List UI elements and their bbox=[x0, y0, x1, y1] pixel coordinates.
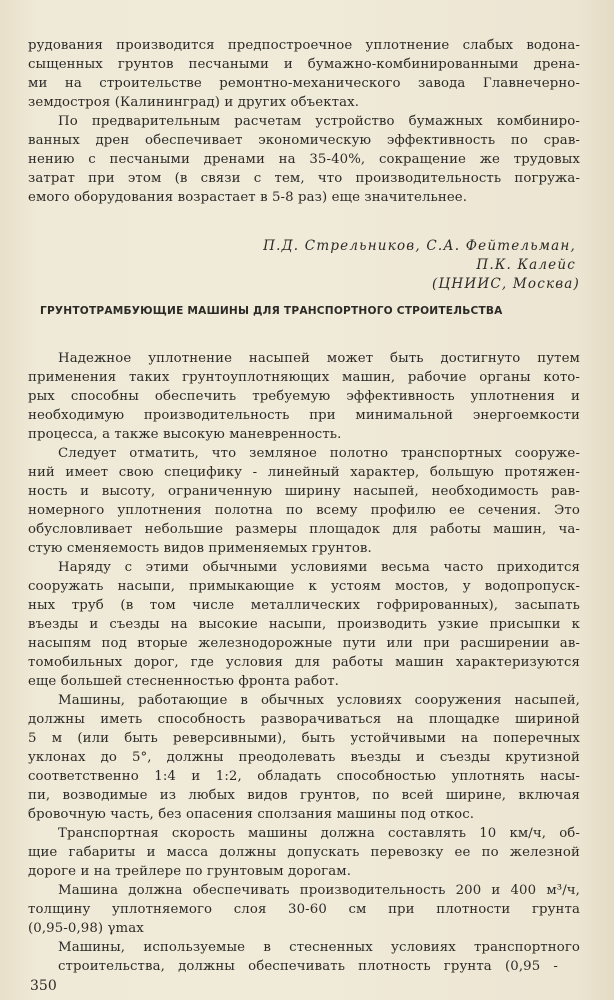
text-line: Следует отматить, что земляное полотно транспортных сооруже- bbox=[58, 446, 580, 461]
text-line: рых способны обеспечить требуемую эффективность уплотнения и bbox=[28, 389, 580, 404]
text-line: въезды и съезды на высокие насыпи, производить узкие присыпки к bbox=[28, 617, 580, 632]
text-line: Машины, работающие в обычных условиях сооружения насыпей, bbox=[58, 693, 580, 708]
text-line: процесса, а также высокую маневренность. bbox=[28, 427, 342, 442]
text-line: строительства, должны обеспечивать плотность грунта (0,95 - bbox=[58, 959, 558, 974]
page-number: 350 bbox=[30, 978, 57, 994]
text-line: щие габариты и масса должны допускать перевозку ее по железной bbox=[28, 845, 580, 860]
text-line: стую сменяемость видов применяемых грунтов. bbox=[28, 541, 372, 556]
text-line: По предварительным расчетам устройство бумажных комбиниро- bbox=[58, 114, 580, 129]
text-line: ванных дрен обеспечивает экономическую эффективность по срав- bbox=[28, 133, 580, 148]
text-line: применения таких грунтоуплотняющих машин, рабочие органы кото- bbox=[28, 370, 580, 385]
text-line: номерного уплотнения полотна по всему профилю ее сечения. Это bbox=[28, 503, 580, 518]
author-line: П.К. Калейс bbox=[476, 257, 576, 273]
text-line: толщину уплотняемого слоя 30-60 см при плотности грунта bbox=[28, 902, 580, 917]
text-line: соответственно 1:4 и 1:2, обладать способностью уплотнять насы- bbox=[28, 769, 580, 784]
text-line: 5 м (или быть реверсивными), быть устойчивыми на поперечных bbox=[28, 731, 580, 746]
text-line: ных труб (в том числе металлических гофрированных), засыпать bbox=[28, 598, 580, 613]
author-line: П.Д. Стрельников, С.А. Фейтельман, bbox=[263, 238, 576, 254]
text-line: емого оборудования возрастает в 5-8 раз) еще значительнее. bbox=[28, 190, 468, 205]
affiliation: (ЦНИИС, Москва) bbox=[431, 276, 580, 292]
text-line: сыщенных грунтов песчаными и бумажно-комбинированными дрена- bbox=[28, 57, 580, 72]
text-line: еще большей стесненностью фронта работ. bbox=[28, 674, 340, 689]
text-line: насыпям под вторые железнодорожные пути или при расширении ав- bbox=[28, 636, 580, 651]
text-line: ность и высоту, ограниченную ширину насыпей, необходимость рав- bbox=[28, 484, 580, 499]
text-line: (0,95-0,98) γmax bbox=[28, 921, 144, 936]
text-line: пи, возводимые из любых видов грунтов, по всей ширине, включая bbox=[28, 788, 580, 803]
text-line: земдостроя (Калининград) и других объектах. bbox=[28, 95, 360, 110]
text-line: нению с песчаными дренами на 35-40%, сокращение же трудовых bbox=[28, 152, 580, 167]
text-line: Наряду с этими обычными условиями весьма часто приходится bbox=[58, 560, 580, 575]
text-line: затрат при этом (в связи с тем, что производительность погружа- bbox=[28, 171, 580, 186]
text-line: томобильных дорог, где условия для работы машин характеризуются bbox=[28, 655, 580, 670]
text-line: необходимую производительность при минимальной энергоемкости bbox=[28, 408, 580, 423]
text-line: дороге и на трейлере по грунтовым дорогам. bbox=[28, 864, 352, 879]
text-line: Надежное уплотнение насыпей может быть достигнуто путем bbox=[58, 351, 580, 366]
text-line: Машины, используемые в стесненных условиях транспортного bbox=[58, 940, 580, 955]
text-line: Транспортная скорость машины должна составлять 10 км/ч, об- bbox=[58, 826, 580, 841]
text-line: должны иметь способность разворачиваться на площадке шириной bbox=[28, 712, 580, 727]
text-line: Машина должна обеспечивать производительность 200 и 400 м³/ч, bbox=[58, 883, 580, 898]
text-line: обусловливает небольшие размеры площадок для работы машин, ча- bbox=[28, 522, 580, 537]
article-title: ГРУНТОТРАМБУЮЩИЕ МАШИНЫ ДЛЯ ТРАНСПОРТНОГО СТРОИТЕЛЬСТВА bbox=[40, 305, 503, 317]
text-line: ми на строительстве ремонтно-механического завода Главнечерно- bbox=[28, 76, 580, 91]
text-line: уклонах до 5°, должны преодолевать въезды и съезды крутизной bbox=[28, 750, 580, 765]
text-line: рудования производится предпостроечное уплотнение слабых водона- bbox=[28, 38, 580, 53]
text-line: сооружать насыпи, примыкающие к устоям мостов, у водопропуск- bbox=[28, 579, 580, 594]
text-line: ний имеет свою специфику - линейный характер, большую протяжен- bbox=[28, 465, 580, 480]
text-line: бровочную часть, без опасения сползания машины под откос. bbox=[28, 807, 475, 822]
